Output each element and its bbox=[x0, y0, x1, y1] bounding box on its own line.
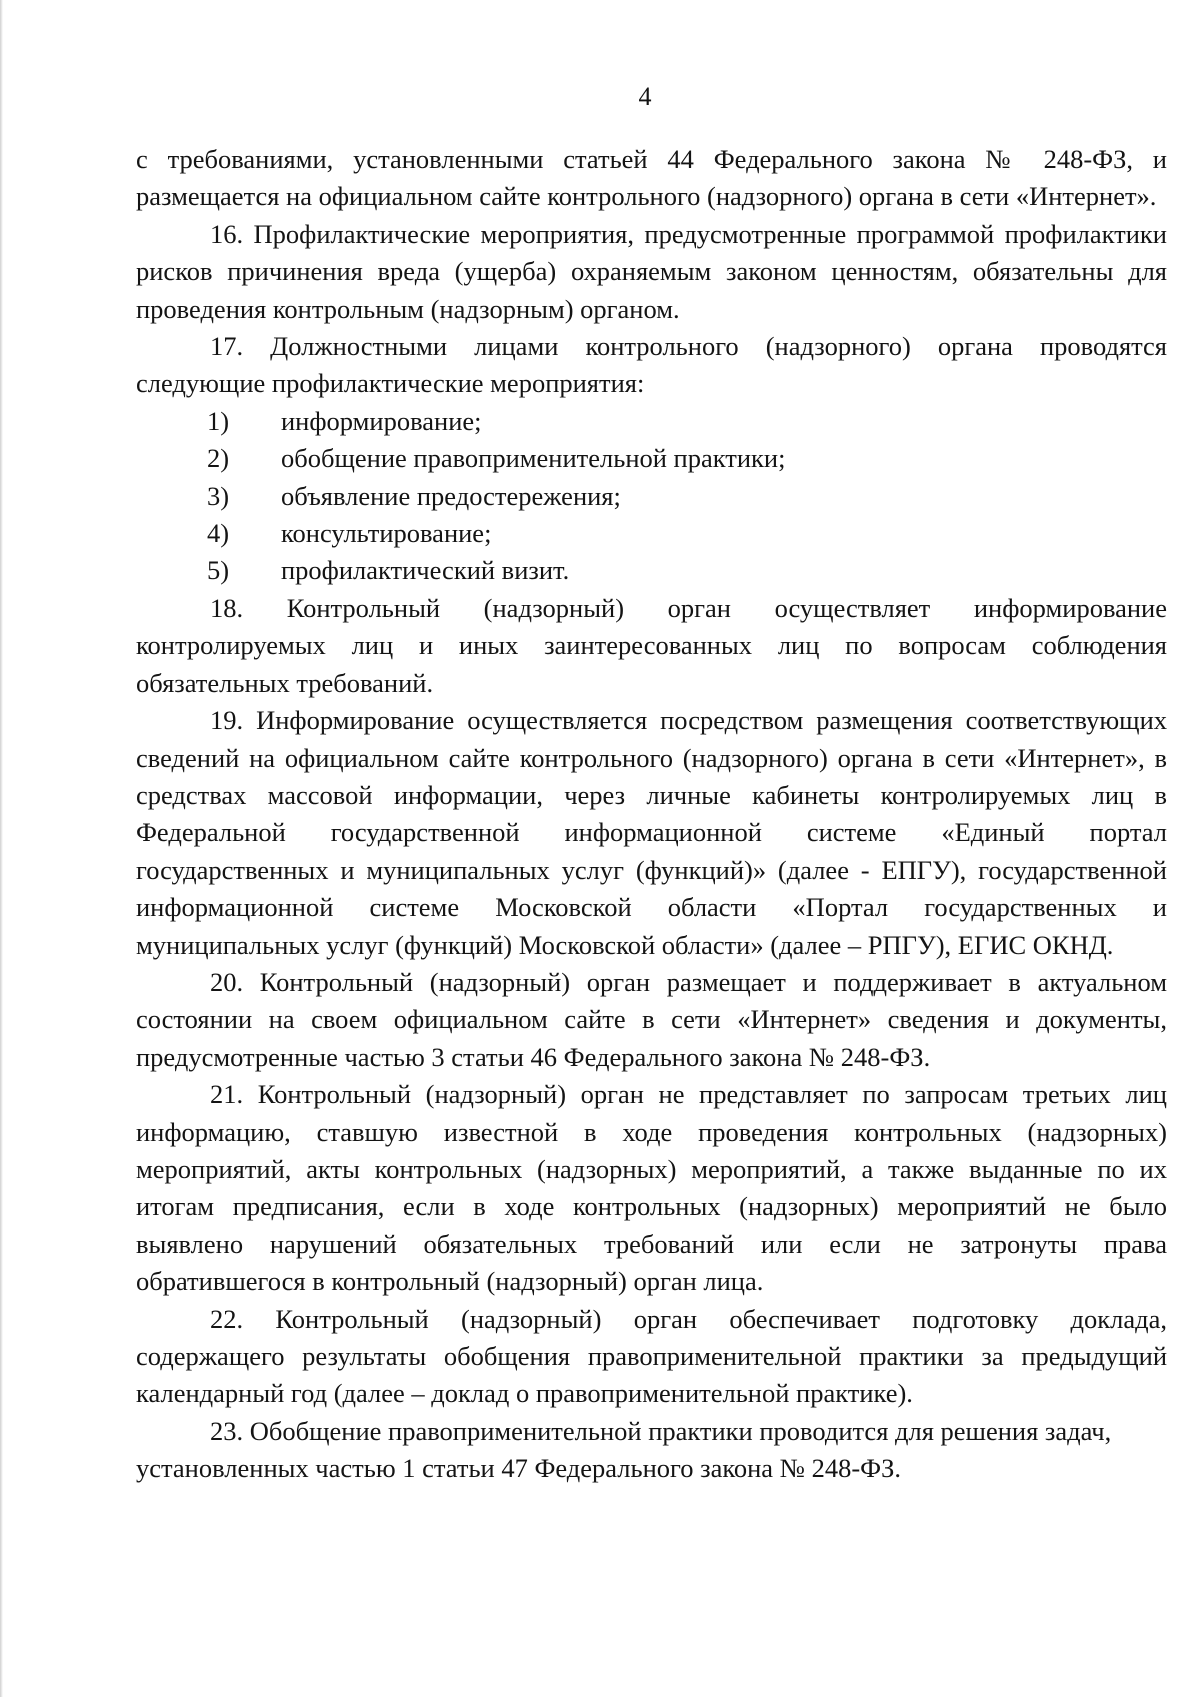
list-item bbox=[136, 440, 1167, 477]
list-item-number: 1) bbox=[207, 405, 230, 436]
page-number: 4 bbox=[638, 82, 652, 111]
paragraph-19: 19. Информирование осуществляется посредством размещения соответствующих сведений на официальном сайте контрольного (надзорного) органа в сети «Интернет», в средствах массовой информации, через личные кабинеты контролируемых лиц в Федеральной государственной информационной системе «Единый портал государственных и муниципальных услуг (функций)» (далее - ЕПГУ), государственной информационной системе Московской области «Портал государственных и муниципальных услуг (функций) Московской области» (далее – РПГУ), ЕГИС ОКНД. bbox=[136, 705, 1167, 960]
list-item-text: консультирование; bbox=[281, 518, 492, 549]
paragraph-16: 16. Профилактические мероприятия, предусмотренные программой профилактики рисков причинения вреда (ущерба) охраняемым законом ценностям, обязательны для проведения контрольным (надзорным) органом. bbox=[136, 218, 1167, 324]
list-item-number: 5) bbox=[207, 555, 230, 586]
document-body bbox=[136, 141, 1167, 1488]
scan-edge bbox=[0, 0, 3, 1697]
paragraph-20: 20. Контрольный (надзорный) орган размещает и поддерживает в актуальном состоянии на своем официальном сайте в сети «Интернет» сведения и документы, предусмотренные частью 3 статьи 46 Федерального закона № 248-ФЗ. bbox=[136, 966, 1167, 1072]
list-item bbox=[136, 478, 1167, 515]
list-item-text: профилактический визит. bbox=[281, 555, 570, 586]
list-item-number: 4) bbox=[207, 518, 230, 549]
paragraph-21: 21. Контрольный (надзорный) орган не представляет по запросам третьих лиц информацию, ставшую известной в ходе проведения контрольных (надзорных) мероприятий, акты контрольных (надзорных) мероприятий, а также выданные по их итогам предписания, если в ходе контрольных (надзорных) мероприятий не было выявлено нарушений обязательных требований или если не затронуты права обратившегося в контрольный (надзорный) орган лица. bbox=[136, 1079, 1167, 1297]
paragraph-22: 22. Контрольный (надзорный) орган обеспечивает подготовку доклада, содержащего результаты обобщения правоприменительной практики за предыдущий календарный год (далее – доклад о правоприменительной практике). bbox=[136, 1303, 1167, 1409]
list-item-number: 2) bbox=[207, 443, 230, 474]
paragraph-continuation: с требованиями, установленными статьей 44 Федерального закона № 248-ФЗ, и размещается на официальном сайте контрольного (надзорного) органа в сети «Интернет». bbox=[136, 144, 1167, 212]
list-item-text: обобщение правоприменительной практики; bbox=[281, 443, 786, 474]
list-item-number: 3) bbox=[207, 480, 230, 511]
list-item bbox=[136, 403, 1167, 440]
list-item bbox=[136, 552, 1167, 589]
list-item bbox=[136, 515, 1167, 552]
list-item-text: объявление предостережения; bbox=[281, 480, 621, 511]
list-item-text: информирование; bbox=[281, 405, 482, 436]
paragraph-23: 23. Обобщение правоприменительной практики проводится для решения задач, установленных частью 1 статьи 47 Федерального закона № 248-ФЗ. bbox=[136, 1415, 1112, 1484]
paragraph-17: 17. Должностными лицами контрольного (надзорного) органа проводятся следующие профилактические мероприятия: bbox=[136, 331, 1167, 399]
paragraph-18: 18. Контрольный (надзорный) орган осуществляет информирование контролируемых лиц и иных заинтересованных лиц по вопросам соблюдения обязательных требований. bbox=[136, 592, 1167, 698]
